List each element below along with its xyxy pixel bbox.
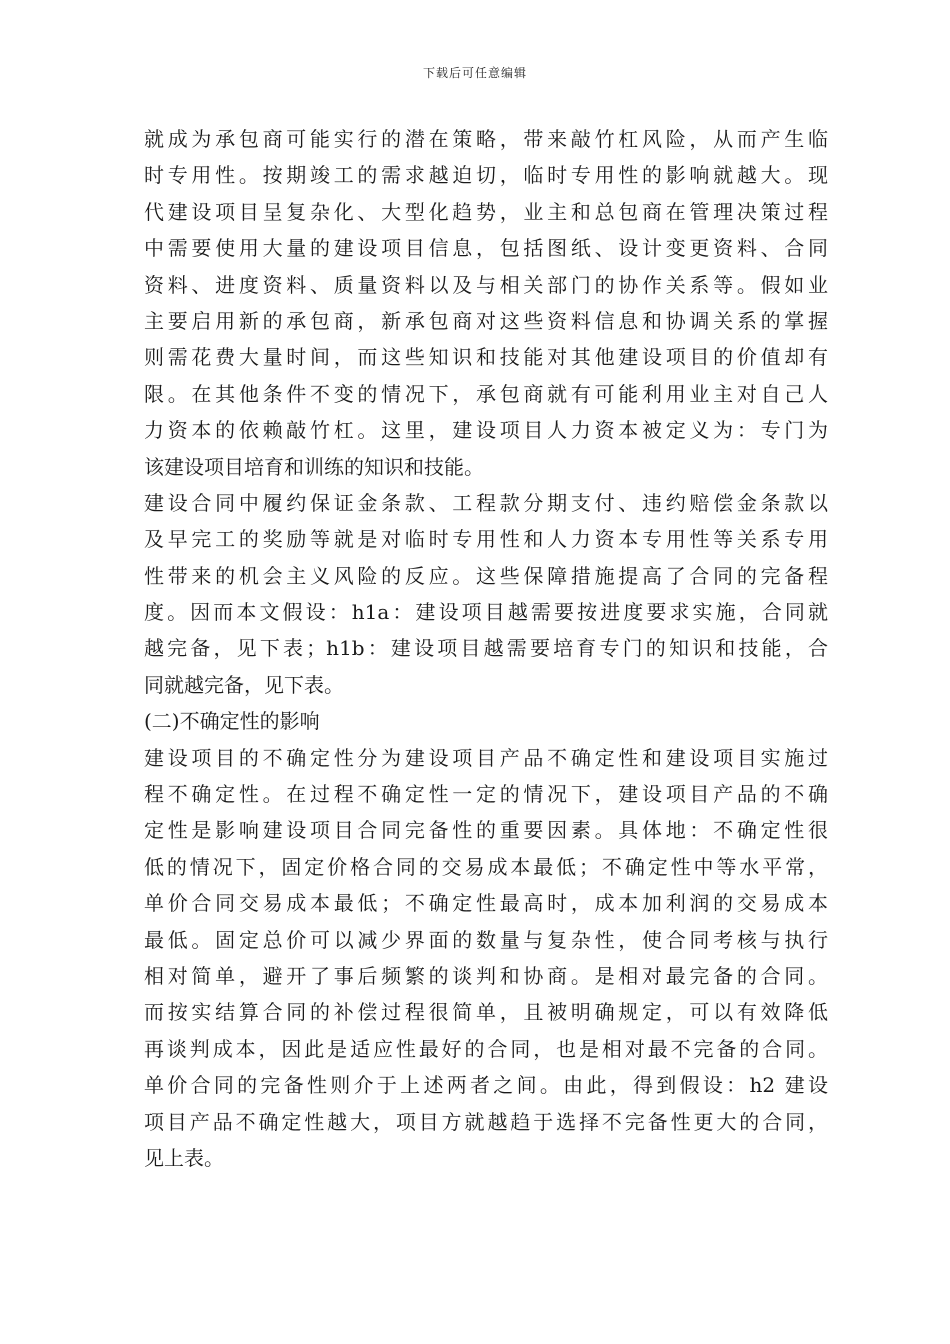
text-line: 该建设项目培育和训练的知识和技能。 (144, 454, 484, 479)
text-line: 越完备，见下表；h1b：建设项目越需要培育专门的知识和技能，合 (144, 636, 828, 661)
text-line: 低的情况下，固定价格合同的交易成本最低；不确定性中等水平常， (144, 854, 828, 879)
text-line: 单价合同交易成本最低；不确定性最高时，成本加利润的交易成本 (144, 891, 828, 916)
text-line: 度。因而本文假设：h1a：建设项目越需要按进度要求实施，合同就 (144, 600, 828, 625)
text-line: 限。在其他条件不变的情况下，承包商就有可能利用业主对自己人 (144, 381, 828, 406)
text-line: 建设合同中履约保证金条款、工程款分期支付、违约赔偿金条款以 (144, 490, 828, 515)
text-line: 单价合同的完备性则介于上述两者之间。由此，得到假设：h2 建设 (144, 1073, 828, 1098)
body-text (144, 121, 828, 1176)
text-line: 性带来的机会主义风险的反应。这些保障措施提高了合同的完备程 (144, 563, 828, 588)
text-line: 再谈判成本，因此是适应性最好的合同，也是相对最不完备的合同。 (144, 1036, 828, 1061)
text-line: 见上表。 (144, 1145, 224, 1170)
text-line: 程不确定性。在过程不确定性一定的情况下，建设项目产品的不确 (144, 782, 828, 807)
text-line: (二)不确定性的影响 (144, 709, 320, 734)
text-line: 就成为承包商可能实行的潜在策略，带来敲竹杠风险，从而产生临 (144, 127, 828, 151)
page-header: 下载后可任意编辑 (422, 66, 527, 80)
text-line: 中需要使用大量的建设项目信息，包括图纸、设计变更资料、合同 (144, 236, 828, 261)
text-line: 代建设项目呈复杂化、大型化趋势，业主和总包商在管理决策过程 (144, 199, 828, 224)
text-line: 资料、进度资料、质量资料以及与相关部门的协作关系等。假如业 (144, 272, 828, 297)
text-line: 建设项目的不确定性分为建设项目产品不确定性和建设项目实施过 (144, 745, 828, 770)
text-line: 定性是影响建设项目合同完备性的重要因素。具体地：不确定性很 (144, 818, 828, 843)
text-line: 而按实结算合同的补偿过程很简单，且被明确规定，可以有效降低 (144, 1000, 828, 1025)
text-line: 同就越完备，见下表。 (144, 672, 344, 697)
text-line: 项目产品不确定性越大，项目方就越趋于选择不完备性更大的合同， (144, 1109, 828, 1134)
text-line: 最低。固定总价可以减少界面的数量与复杂性，使合同考核与执行 (144, 927, 828, 952)
text-line: 相对简单，避开了事后频繁的谈判和协商。是相对最完备的合同。 (144, 963, 828, 988)
text-line: 力资本的依赖敲竹杠。这里，建设项目人力资本被定义为：专门为 (144, 418, 828, 443)
text-line: 则需花费大量时间，而这些知识和技能对其他建设项目的价值却有 (144, 345, 828, 370)
text-line: 主要启用新的承包商，新承包商对这些资料信息和协调关系的掌握 (144, 308, 828, 333)
text-line: 时专用性。按期竣工的需求越迫切，临时专用性的影响就越大。现 (144, 163, 828, 188)
text-line: 及早完工的奖励等就是对临时专用性和人力资本专用性等关系专用 (144, 527, 828, 552)
